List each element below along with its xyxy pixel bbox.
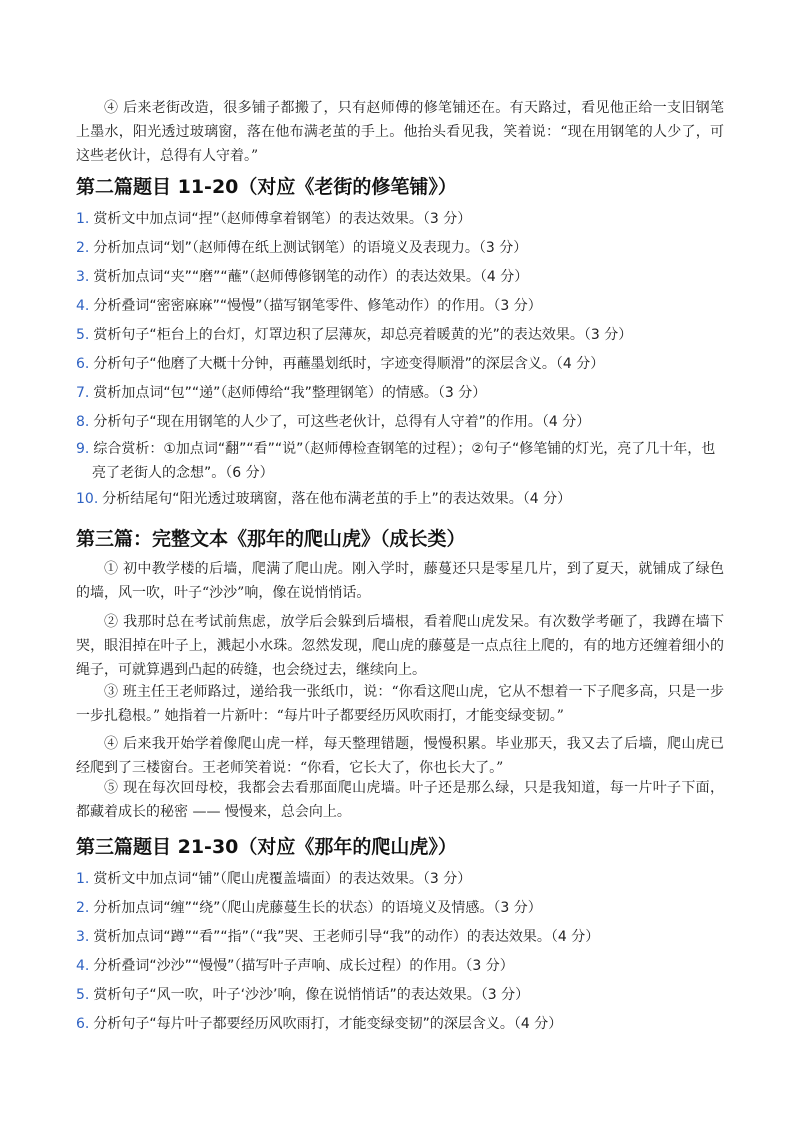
question-text: 赏析文中加点词“铺”（爬山虎覆盖墙面）的表达效果。（3 分） — [93, 871, 472, 887]
question-number: 4. — [76, 298, 90, 314]
question-text: 分析句子“每片叶子都要经历风吹雨打，才能变绿变韧”的深层含义。（4 分） — [93, 1016, 563, 1032]
paragraph-4: ④ 后来我开始学着像爬山虎一样，每天整理错题，慢慢积累。毕业那天，我又去了后墙，爬山虎已经爬到了三楼窗台。王老师笑着说：“你看，它长大了，你也长大了。” — [76, 736, 724, 776]
question-item — [76, 410, 724, 434]
section3-text-heading: 第三篇：完整文本《那年的爬山虎》（成长类） — [76, 528, 466, 550]
question-text: 赏析加点词“蹲”“看”“指”（“我”哭、王老师引导“我”的动作）的表达效果。（4 分） — [93, 929, 600, 945]
question-number: 6. — [76, 356, 90, 372]
question-text: 赏析句子“风一吹，叶子‘沙沙’响，像在说悄悄话”的表达效果。（3 分） — [93, 987, 530, 1003]
section3-questions-heading: 第三篇题目 21-30（对应《那年的爬山虎》） — [76, 836, 457, 858]
question-item — [76, 437, 724, 485]
question-item — [76, 983, 724, 1007]
section2-questions-heading: 第二篇题目 11-20（对应《老街的修笔铺》） — [76, 176, 457, 198]
question-text: 分析结尾句“阳光透过玻璃窗，落在他布满老茧的手上”的表达效果。（4 分） — [102, 491, 572, 507]
question-number: 3. — [76, 269, 90, 285]
question-item — [76, 867, 724, 891]
question-number: 4. — [76, 958, 90, 974]
question-text: 分析加点词“缠”“绕”（爬山虎藤蔓生长的状态）的语境义及情感。（3 分） — [93, 900, 542, 916]
paragraph-5: ⑤ 现在每次回母校，我都会去看那面爬山虎墙。叶子还是那么绿，只是我知道，每一片叶子下面，都藏着成长的秘密 —— 慢慢来，总会向上。 — [76, 780, 724, 820]
question-item — [76, 265, 724, 289]
question-number: 6. — [76, 1016, 90, 1032]
question-number: 7. — [76, 385, 90, 401]
question-text: 赏析加点词“包”“递”（赵师傅给“我”整理钢笔）的情感。（3 分） — [93, 385, 487, 401]
question-number: 5. — [76, 987, 90, 1003]
question-item — [76, 896, 724, 920]
question-text: 分析叠词“沙沙”“慢慢”（描写叶子声响、成长过程）的作用。（3 分） — [93, 958, 514, 974]
question-text: 综合赏析：①加点词“翻”“看”“说”（赵师傅检查钢笔的过程）；②句子“修笔铺的灯光，亮了几十年，也亮了老街人的念想”。（6 分） — [92, 441, 716, 481]
question-item — [76, 1012, 724, 1036]
question-number: 9. — [76, 441, 90, 457]
question-item — [76, 207, 724, 231]
question-item — [76, 323, 724, 347]
question-text: 分析叠词“密密麻麻”“慢慢”（描写钢笔零件、修笔动作）的作用。（3 分） — [93, 298, 542, 314]
question-number: 2. — [76, 900, 90, 916]
question-number: 1. — [76, 871, 90, 887]
question-text: 赏析句子“柜台上的台灯，灯罩边积了层薄灰，却总亮着暖黄的光”的表达效果。（3 分） — [93, 327, 633, 343]
question-item — [76, 381, 724, 405]
question-text: 赏析文中加点词“捏”（赵师傅拿着钢笔）的表达效果。（3 分） — [93, 211, 472, 227]
question-text: 分析句子“他磨了大概十分钟，再蘸墨划纸时，字迹变得顺滑”的深层含义。（4 分） — [93, 356, 605, 372]
question-text: 分析句子“现在用钢笔的人少了，可这些老伙计，总得有人守着”的作用。（4 分） — [93, 414, 591, 430]
paragraph-2: ② 我那时总在考试前焦虑，放学后会躲到后墙根，看着爬山虎发呆。有次数学考砸了，我蹲在墙下哭，眼泪掉在叶子上，溅起小水珠。忽然发现，爬山虎的藤蔓是一点点往上爬的，有的地方还缠着细小的绳子，可就算遇到凸起的砖缝，也会绕过去，继续向上。 — [76, 614, 724, 678]
question-item — [76, 487, 724, 511]
question-number: 8. — [76, 414, 90, 430]
question-number: 5. — [76, 327, 90, 343]
paragraph-3: ③ 班主任王老师路过，递给我一张纸巾，说：“你看这爬山虎，它从不想着一下子爬多高，只是一步一步扎稳根。” 她指着一片新叶：“每片叶子都要经历风吹雨打，才能变绿变韧。” — [76, 684, 724, 724]
question-text: 赏析加点词“夹”“磨”“蘸”（赵师傅修钢笔的动作）的表达效果。（4 分） — [93, 269, 529, 285]
question-number: 1. — [76, 211, 90, 227]
question-text: 分析加点词“划”（赵师傅在纸上测试钢笔）的语境义及表现力。（3 分） — [93, 240, 528, 256]
question-item — [76, 236, 724, 260]
question-item — [76, 294, 724, 318]
question-item — [76, 925, 724, 949]
paragraph-4: ④ 后来老街改造，很多铺子都搬了，只有赵师傅的修笔铺还在。有天路过，看见他正给一支旧钢笔上墨水，阳光透过玻璃窗，落在他布满老茧的手上。他抬头看见我，笑着说：“现在用钢笔的人少了，可这些老伙计，总得有人守着。” — [76, 100, 724, 164]
question-number: 3. — [76, 929, 90, 945]
question-number: 2. — [76, 240, 90, 256]
paragraph-1: ① 初中教学楼的后墙，爬满了爬山虎。刚入学时，藤蔓还只是零星几片，到了夏天，就铺成了绿色的墙，风一吹，叶子“沙沙”响，像在说悄悄话。 — [76, 561, 724, 601]
question-item — [76, 954, 724, 978]
question-item — [76, 352, 724, 376]
question-number: 10. — [76, 491, 99, 507]
